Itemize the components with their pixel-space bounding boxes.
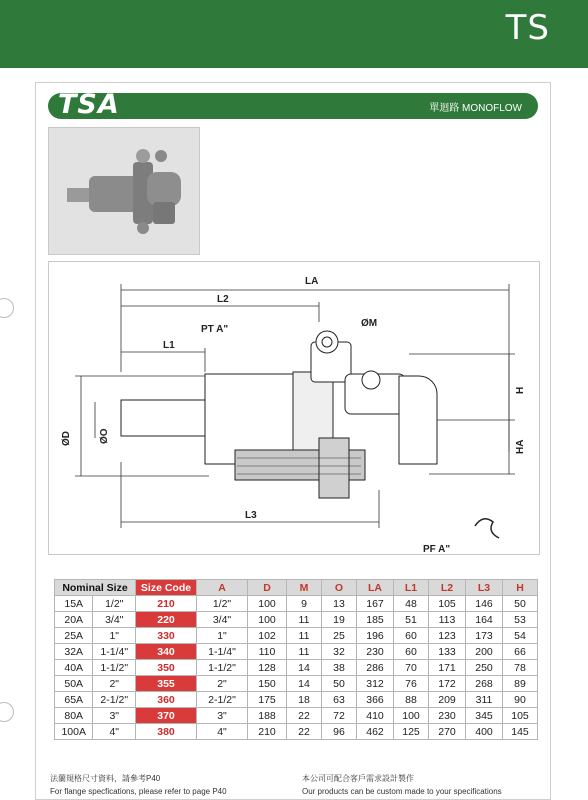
cell-o: 72 [322,708,357,724]
cell-o: 96 [322,724,357,740]
cell-l1: 70 [394,660,429,676]
model-name: TSA [58,89,120,120]
cell-m: 22 [287,708,322,724]
th-l2: L2 [429,580,466,596]
cell-a: 1/2" [197,596,248,612]
cell-d: 188 [248,708,287,724]
table-row [55,644,538,660]
cell-m: 11 [287,628,322,644]
cell-l2: 270 [429,724,466,740]
cell-code: 380 [136,724,197,740]
cell-l1: 76 [394,676,429,692]
cell-a: 1-1/2" [197,660,248,676]
cell-a: 4" [197,724,248,740]
label-l1: L1 [163,340,175,351]
table-body [55,596,538,740]
cell-m: 22 [287,724,322,740]
model-banner [48,89,538,120]
cell-code: 330 [136,628,197,644]
cell-h: 54 [503,628,538,644]
cell-l2: 230 [429,708,466,724]
cell-m: 14 [287,676,322,692]
label-h: H [515,386,526,394]
custom-note-en: Our products can be custom made to your specifications [302,787,502,796]
cell-h: 53 [503,612,538,628]
cell-o: 19 [322,612,357,628]
cell-l2: 123 [429,628,466,644]
th-la: LA [357,580,394,596]
cell-l2: 113 [429,612,466,628]
cell-h: 105 [503,708,538,724]
cell-la: 286 [357,660,394,676]
cell-code: 360 [136,692,197,708]
th-size-code: Size Code [136,580,197,596]
cell-m: 11 [287,612,322,628]
cell-la: 230 [357,644,394,660]
series-code: TS [505,8,550,48]
label-pt: PT A" [201,324,229,335]
cell-l2: 171 [429,660,466,676]
th-m: M [287,580,322,596]
cell-o: 32 [322,644,357,660]
cell-la: 196 [357,628,394,644]
product-photo [48,127,200,255]
header-bar [0,0,588,68]
cell-l3: 250 [466,660,503,676]
cell-h: 78 [503,660,538,676]
cell-a: 2-1/2" [197,692,248,708]
cell-code: 370 [136,708,197,724]
cell-h: 90 [503,692,538,708]
cell-la: 312 [357,676,394,692]
cell-d: 175 [248,692,287,708]
cell-d: 150 [248,676,287,692]
binder-hole-icon [0,702,14,722]
cell-nom-in: 1/2" [93,596,136,612]
table-row [55,596,538,612]
cell-nom-in: 1" [93,628,136,644]
table-row [55,628,538,644]
th-d: D [248,580,287,596]
cell-l3: 311 [466,692,503,708]
cell-nom-a: 20A [55,612,93,628]
cell-l3: 173 [466,628,503,644]
th-nominal-size: Nominal Size [55,580,136,596]
label-l3: L3 [245,510,257,521]
cell-l1: 60 [394,644,429,660]
cell-h: 89 [503,676,538,692]
table-row [55,692,538,708]
label-ha: HA [515,439,526,454]
cell-o: 38 [322,660,357,676]
cell-d: 100 [248,612,287,628]
cell-la: 366 [357,692,394,708]
cell-o: 13 [322,596,357,612]
cell-a: 3" [197,708,248,724]
cell-o: 50 [322,676,357,692]
dimension-drawing [48,261,540,555]
cell-nom-in: 1-1/4" [93,644,136,660]
cell-nom-a: 80A [55,708,93,724]
cell-l3: 400 [466,724,503,740]
rotary-joint-photo-icon [49,128,199,254]
cell-m: 11 [287,644,322,660]
cell-l1: 100 [394,708,429,724]
cell-code: 350 [136,660,197,676]
cell-m: 14 [287,660,322,676]
cell-h: 145 [503,724,538,740]
cell-la: 462 [357,724,394,740]
cell-l3: 268 [466,676,503,692]
cell-h: 66 [503,644,538,660]
cell-l2: 209 [429,692,466,708]
label-m: ØM [361,318,378,329]
cell-nom-a: 50A [55,676,93,692]
cell-l2: 105 [429,596,466,612]
cell-l1: 60 [394,628,429,644]
label-la: LA [305,276,319,287]
cell-a: 1-1/4" [197,644,248,660]
cell-l3: 146 [466,596,503,612]
cell-code: 210 [136,596,197,612]
cell-la: 167 [357,596,394,612]
cell-l1: 51 [394,612,429,628]
cell-code: 340 [136,644,197,660]
spec-sheet [35,82,551,800]
cell-code: 355 [136,676,197,692]
label-pf: PF A" [423,544,451,554]
cell-o: 25 [322,628,357,644]
cell-nom-in: 3" [93,708,136,724]
cell-nom-a: 25A [55,628,93,644]
cell-m: 18 [287,692,322,708]
cell-la: 185 [357,612,394,628]
label-d: ØD [61,431,72,446]
dimension-table [54,579,538,740]
cell-a: 2" [197,676,248,692]
th-l1: L1 [394,580,429,596]
cell-nom-a: 65A [55,692,93,708]
cell-nom-in: 1-1/2" [93,660,136,676]
cell-h: 50 [503,596,538,612]
binder-hole-icon [0,298,14,318]
label-l2: L2 [217,294,229,305]
flange-note-en: For flange specfications, please refer to page P40 [50,787,227,796]
th-h: H [503,580,538,596]
cell-l3: 164 [466,612,503,628]
flange-note-cn: 法蘭規格尺寸資料，請參考P40 [50,774,161,783]
table-row [55,708,538,724]
th-a: A [197,580,248,596]
cell-l1: 48 [394,596,429,612]
cell-l2: 133 [429,644,466,660]
cell-nom-in: 2" [93,676,136,692]
custom-note-cn: 本公司可配合客戶需求設計製作 [302,774,414,783]
cell-nom-a: 32A [55,644,93,660]
cell-d: 110 [248,644,287,660]
cell-nom-a: 15A [55,596,93,612]
model-subtitle: 單迴路 MONOFLOW [429,103,522,114]
cell-m: 9 [287,596,322,612]
cell-d: 102 [248,628,287,644]
cell-l1: 125 [394,724,429,740]
th-o: O [322,580,357,596]
cell-la: 410 [357,708,394,724]
signature-icon [475,519,499,538]
cell-nom-in: 4" [93,724,136,740]
cell-d: 100 [248,596,287,612]
cell-d: 128 [248,660,287,676]
cell-l3: 200 [466,644,503,660]
table-row [55,676,538,692]
cell-nom-a: 100A [55,724,93,740]
cell-l3: 345 [466,708,503,724]
cell-l1: 88 [394,692,429,708]
cell-l2: 172 [429,676,466,692]
table-row [55,724,538,740]
cell-nom-in: 3/4" [93,612,136,628]
label-o: ØO [99,428,110,444]
cell-code: 220 [136,612,197,628]
cell-nom-in: 2-1/2" [93,692,136,708]
cell-nom-a: 40A [55,660,93,676]
cell-a: 1" [197,628,248,644]
table-row [55,660,538,676]
table-row [55,612,538,628]
cell-a: 3/4" [197,612,248,628]
cell-o: 63 [322,692,357,708]
th-l3: L3 [466,580,503,596]
cell-d: 210 [248,724,287,740]
